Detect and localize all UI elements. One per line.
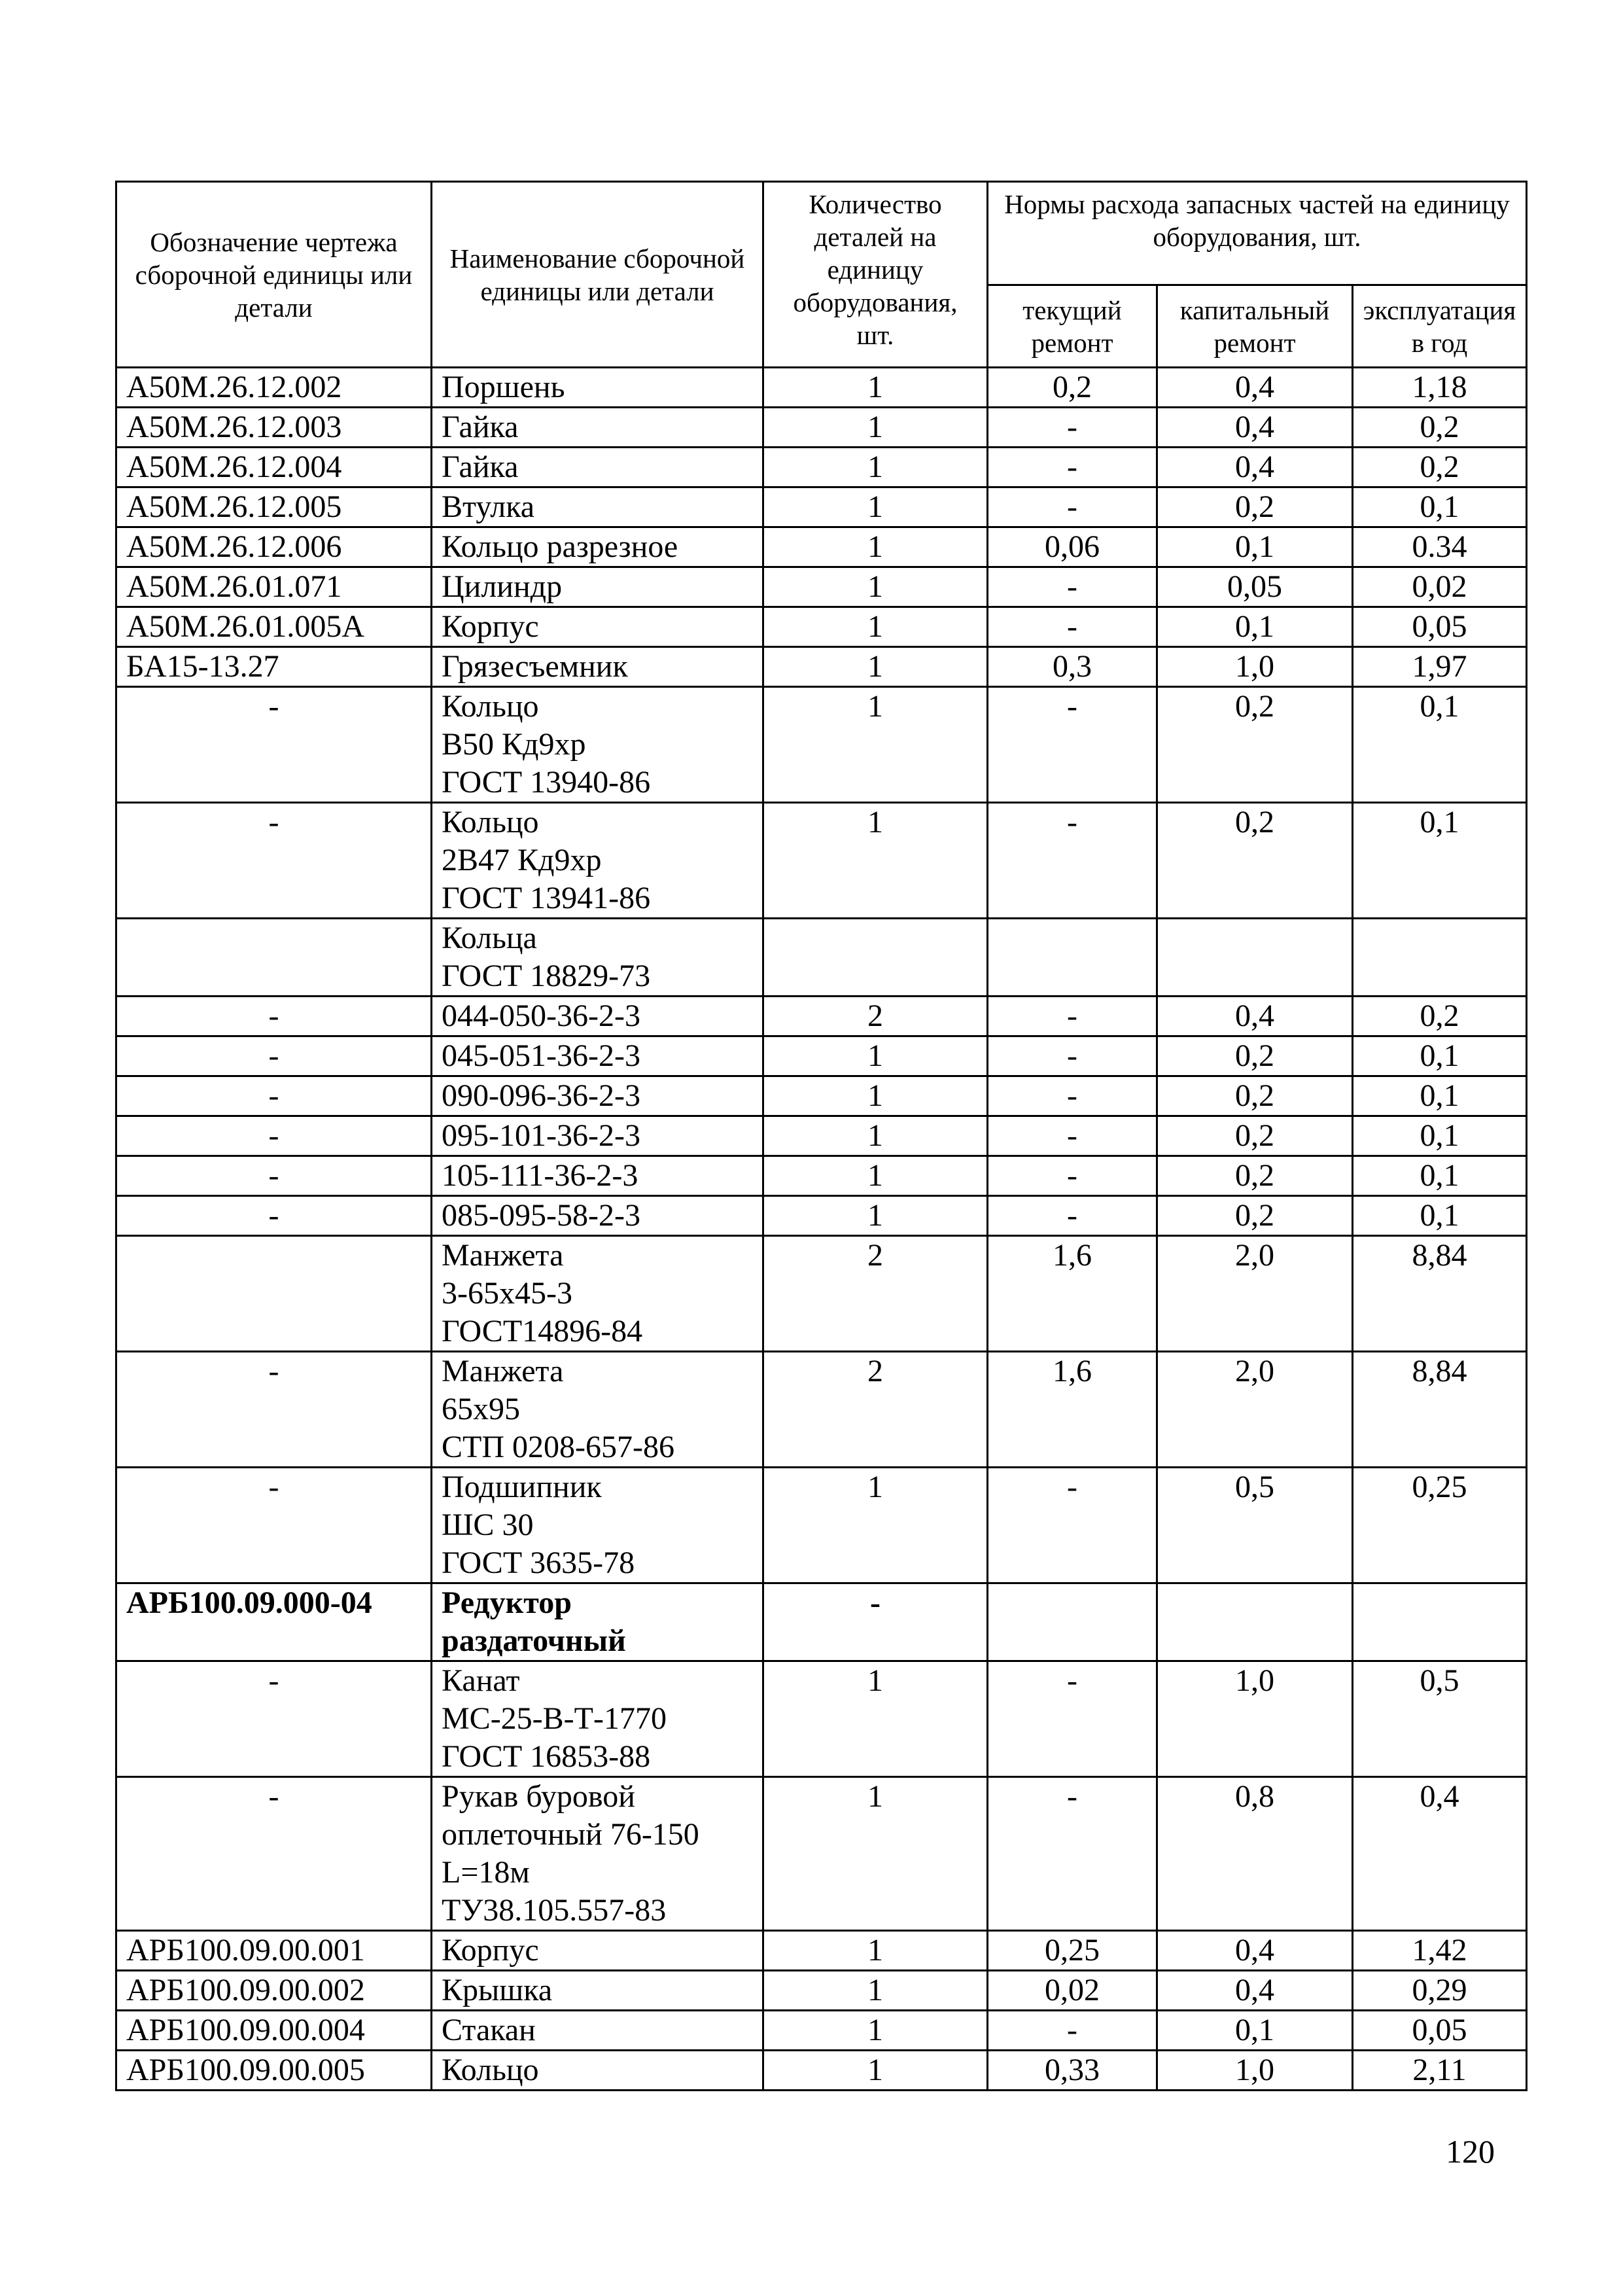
- name-cell: 090-096-36-2-3: [432, 1076, 763, 1116]
- operation-per-year-cell: 8,84: [1353, 1352, 1527, 1468]
- capital-repair-cell: 0,1: [1157, 527, 1353, 567]
- name-cell: 085-095-58-2-3: [432, 1196, 763, 1236]
- table-row: [116, 1116, 1527, 1156]
- table-row: [116, 997, 1527, 1036]
- designation-cell: А50М.26.12.002: [116, 368, 432, 408]
- name-cell: Манжета 65х95 СТП 0208-657-86: [432, 1352, 763, 1468]
- current-repair-cell: -: [988, 1196, 1157, 1236]
- quantity-cell: 1: [763, 1116, 988, 1156]
- capital-repair-cell: 0,2: [1157, 1196, 1353, 1236]
- designation-cell: -: [116, 803, 432, 919]
- table-row: [116, 408, 1527, 448]
- quantity-cell: 1: [763, 2011, 988, 2051]
- table-row: [116, 1971, 1527, 2011]
- quantity-cell: 1: [763, 2051, 988, 2091]
- table-row: [116, 1468, 1527, 1583]
- designation-cell: АРБ100.09.00.001: [116, 1931, 432, 1971]
- table-row: [116, 368, 1527, 408]
- name-cell: Рукав буровой оплеточный 76-150 L=18м ТУ38.105.557-83: [432, 1777, 763, 1931]
- operation-per-year-cell: 1,42: [1353, 1931, 1527, 1971]
- capital-repair-cell: 1,0: [1157, 2051, 1353, 2091]
- name-cell: Гайка: [432, 448, 763, 487]
- header-quantity: Количество деталей на единицу оборудования, шт.: [763, 182, 988, 368]
- current-repair-cell: 0,25: [988, 1931, 1157, 1971]
- table-row: [116, 647, 1527, 687]
- current-repair-cell: -: [988, 408, 1157, 448]
- name-cell: Гайка: [432, 408, 763, 448]
- capital-repair-cell: 0,1: [1157, 607, 1353, 647]
- quantity-cell: 2: [763, 1352, 988, 1468]
- capital-repair-cell: 0,4: [1157, 997, 1353, 1036]
- capital-repair-cell: 0,2: [1157, 1156, 1353, 1196]
- capital-repair-cell: 2,0: [1157, 1352, 1353, 1468]
- quantity-cell: 1: [763, 1777, 988, 1931]
- quantity-cell: 1: [763, 567, 988, 607]
- designation-cell: А50М.26.12.005: [116, 487, 432, 527]
- operation-per-year-cell: 0,1: [1353, 1196, 1527, 1236]
- current-repair-cell: 0,2: [988, 368, 1157, 408]
- capital-repair-cell: 0,2: [1157, 1036, 1353, 1076]
- header-norms: Нормы расхода запасных частей на единицу оборудования, шт.: [988, 182, 1527, 285]
- designation-cell: -: [116, 687, 432, 803]
- header-current-repair: текущий ремонт: [988, 285, 1157, 368]
- name-cell: Крышка: [432, 1971, 763, 2011]
- operation-per-year-cell: 2,11: [1353, 2051, 1527, 2091]
- designation-cell: АРБ100.09.00.004: [116, 2011, 432, 2051]
- quantity-cell: 1: [763, 647, 988, 687]
- current-repair-cell: [988, 1583, 1157, 1661]
- operation-per-year-cell: 1,18: [1353, 368, 1527, 408]
- name-cell: Втулка: [432, 487, 763, 527]
- current-repair-cell: -: [988, 1156, 1157, 1196]
- operation-per-year-cell: 0,05: [1353, 607, 1527, 647]
- name-cell: Кольцо разрезное: [432, 527, 763, 567]
- table-row: [116, 2051, 1527, 2091]
- quantity-cell: 1: [763, 1196, 988, 1236]
- operation-per-year-cell: 0,1: [1353, 1036, 1527, 1076]
- header-designation: Обозначение чертежа сборочной единицы или детали: [116, 182, 432, 368]
- quantity-cell: 1: [763, 607, 988, 647]
- current-repair-cell: 0,3: [988, 647, 1157, 687]
- current-repair-cell: -: [988, 1116, 1157, 1156]
- quantity-cell: 1: [763, 687, 988, 803]
- operation-per-year-cell: 0,2: [1353, 997, 1527, 1036]
- capital-repair-cell: 0,4: [1157, 1931, 1353, 1971]
- quantity-cell: 1: [763, 1971, 988, 2011]
- capital-repair-cell: 0,2: [1157, 687, 1353, 803]
- capital-repair-cell: 0,5: [1157, 1468, 1353, 1583]
- spare-parts-norms-table: [115, 181, 1527, 2091]
- capital-repair-cell: 0,4: [1157, 448, 1353, 487]
- capital-repair-cell: 0,4: [1157, 368, 1353, 408]
- table-row: [116, 567, 1527, 607]
- designation-cell: -: [116, 1116, 432, 1156]
- capital-repair-cell: [1157, 1583, 1353, 1661]
- current-repair-cell: -: [988, 1661, 1157, 1777]
- current-repair-cell: -: [988, 1076, 1157, 1116]
- name-cell: Корпус: [432, 1931, 763, 1971]
- quantity-cell: 1: [763, 368, 988, 408]
- operation-per-year-cell: 0,1: [1353, 1156, 1527, 1196]
- name-cell: 045-051-36-2-3: [432, 1036, 763, 1076]
- designation-cell: А50М.26.12.006: [116, 527, 432, 567]
- current-repair-cell: -: [988, 1777, 1157, 1931]
- designation-cell: -: [116, 1156, 432, 1196]
- operation-per-year-cell: 0,1: [1353, 803, 1527, 919]
- capital-repair-cell: 0,05: [1157, 567, 1353, 607]
- designation-cell: -: [116, 1036, 432, 1076]
- table-row: [116, 1076, 1527, 1116]
- designation-cell: [116, 1236, 432, 1352]
- table-row: [116, 919, 1527, 997]
- capital-repair-cell: 0,2: [1157, 803, 1353, 919]
- quantity-cell: 2: [763, 997, 988, 1036]
- table-body: [116, 368, 1527, 2091]
- current-repair-cell: 1,6: [988, 1352, 1157, 1468]
- quantity-cell: 1: [763, 1931, 988, 1971]
- capital-repair-cell: 0,4: [1157, 408, 1353, 448]
- operation-per-year-cell: 0,5: [1353, 1661, 1527, 1777]
- operation-per-year-cell: [1353, 919, 1527, 997]
- table-row: [116, 1583, 1527, 1661]
- operation-per-year-cell: 0,4: [1353, 1777, 1527, 1931]
- header-capital-repair: капитальный ремонт: [1157, 285, 1353, 368]
- quantity-cell: 1: [763, 803, 988, 919]
- name-cell: 105-111-36-2-3: [432, 1156, 763, 1196]
- operation-per-year-cell: 0,2: [1353, 448, 1527, 487]
- current-repair-cell: 0,02: [988, 1971, 1157, 2011]
- designation-cell: -: [116, 1468, 432, 1583]
- quantity-cell: 1: [763, 1468, 988, 1583]
- capital-repair-cell: 1,0: [1157, 1661, 1353, 1777]
- table-row: [116, 2011, 1527, 2051]
- operation-per-year-cell: 0,1: [1353, 1116, 1527, 1156]
- name-cell: 095-101-36-2-3: [432, 1116, 763, 1156]
- name-cell: Грязесъемник: [432, 647, 763, 687]
- table-row: [116, 448, 1527, 487]
- current-repair-cell: 1,6: [988, 1236, 1157, 1352]
- capital-repair-cell: 2,0: [1157, 1236, 1353, 1352]
- designation-cell: АРБ100.09.000-04: [116, 1583, 432, 1661]
- quantity-cell: 1: [763, 1156, 988, 1196]
- name-cell: Цилиндр: [432, 567, 763, 607]
- designation-cell: -: [116, 1352, 432, 1468]
- table-row: [116, 1661, 1527, 1777]
- name-cell: Кольцо В50 Кд9хр ГОСТ 13940-86: [432, 687, 763, 803]
- capital-repair-cell: 1,0: [1157, 647, 1353, 687]
- operation-per-year-cell: [1353, 1583, 1527, 1661]
- designation-cell: -: [116, 997, 432, 1036]
- operation-per-year-cell: 0,1: [1353, 1076, 1527, 1116]
- designation-cell: -: [116, 1777, 432, 1931]
- name-cell: Стакан: [432, 2011, 763, 2051]
- current-repair-cell: -: [988, 487, 1157, 527]
- table-row: [116, 687, 1527, 803]
- quantity-cell: 1: [763, 448, 988, 487]
- current-repair-cell: -: [988, 607, 1157, 647]
- designation-cell: А50М.26.01.071: [116, 567, 432, 607]
- table-row: [116, 1777, 1527, 1931]
- current-repair-cell: [988, 919, 1157, 997]
- table-row: [116, 607, 1527, 647]
- operation-per-year-cell: 0,29: [1353, 1971, 1527, 2011]
- current-repair-cell: -: [988, 448, 1157, 487]
- capital-repair-cell: [1157, 919, 1353, 997]
- quantity-cell: 1: [763, 1661, 988, 1777]
- quantity-cell: -: [763, 1583, 988, 1661]
- designation-cell: АРБ100.09.00.005: [116, 2051, 432, 2091]
- operation-per-year-cell: 0.34: [1353, 527, 1527, 567]
- name-cell: Подшипник ШС 30 ГОСТ 3635-78: [432, 1468, 763, 1583]
- designation-cell: [116, 919, 432, 997]
- table-row: [116, 803, 1527, 919]
- quantity-cell: 1: [763, 1076, 988, 1116]
- name-cell: Манжета 3-65х45-3 ГОСТ14896-84: [432, 1236, 763, 1352]
- capital-repair-cell: 0,1: [1157, 2011, 1353, 2051]
- operation-per-year-cell: 0,1: [1353, 487, 1527, 527]
- table-row: [116, 1236, 1527, 1352]
- table-row: [116, 527, 1527, 567]
- designation-cell: А50М.26.12.004: [116, 448, 432, 487]
- name-cell: 044-050-36-2-3: [432, 997, 763, 1036]
- table-row: [116, 1352, 1527, 1468]
- current-repair-cell: -: [988, 567, 1157, 607]
- name-cell: Корпус: [432, 607, 763, 647]
- table-row: [116, 1196, 1527, 1236]
- capital-repair-cell: 0,2: [1157, 487, 1353, 527]
- operation-per-year-cell: 1,97: [1353, 647, 1527, 687]
- page-number: 120: [1446, 2133, 1495, 2170]
- designation-cell: -: [116, 1076, 432, 1116]
- table-row: [116, 1036, 1527, 1076]
- capital-repair-cell: 0,4: [1157, 1971, 1353, 2011]
- current-repair-cell: 0,06: [988, 527, 1157, 567]
- name-cell: Кольцо: [432, 2051, 763, 2091]
- capital-repair-cell: 0,8: [1157, 1777, 1353, 1931]
- current-repair-cell: -: [988, 803, 1157, 919]
- operation-per-year-cell: 0,1: [1353, 687, 1527, 803]
- header-name: Наименование сборочной единицы или детали: [432, 182, 763, 368]
- current-repair-cell: 0,33: [988, 2051, 1157, 2091]
- designation-cell: -: [116, 1196, 432, 1236]
- table-header: [116, 182, 1527, 368]
- capital-repair-cell: 0,2: [1157, 1076, 1353, 1116]
- current-repair-cell: -: [988, 687, 1157, 803]
- quantity-cell: 1: [763, 1036, 988, 1076]
- table-row: [116, 487, 1527, 527]
- quantity-cell: 1: [763, 527, 988, 567]
- operation-per-year-cell: 8,84: [1353, 1236, 1527, 1352]
- designation-cell: -: [116, 1661, 432, 1777]
- name-cell: Кольца ГОСТ 18829-73: [432, 919, 763, 997]
- designation-cell: А50М.26.12.003: [116, 408, 432, 448]
- designation-cell: БА15-13.27: [116, 647, 432, 687]
- current-repair-cell: -: [988, 2011, 1157, 2051]
- current-repair-cell: -: [988, 1468, 1157, 1583]
- designation-cell: АРБ100.09.00.002: [116, 1971, 432, 2011]
- operation-per-year-cell: 0,02: [1353, 567, 1527, 607]
- capital-repair-cell: 0,2: [1157, 1116, 1353, 1156]
- quantity-cell: 1: [763, 408, 988, 448]
- quantity-cell: 2: [763, 1236, 988, 1352]
- name-cell: Кольцо 2В47 Кд9хр ГОСТ 13941-86: [432, 803, 763, 919]
- current-repair-cell: -: [988, 997, 1157, 1036]
- name-cell: Редуктор раздаточный: [432, 1583, 763, 1661]
- quantity-cell: [763, 919, 988, 997]
- name-cell: Поршень: [432, 368, 763, 408]
- operation-per-year-cell: 0,2: [1353, 408, 1527, 448]
- name-cell: Канат МС-25-В-Т-1770 ГОСТ 16853-88: [432, 1661, 763, 1777]
- table-row: [116, 1931, 1527, 1971]
- designation-cell: А50М.26.01.005А: [116, 607, 432, 647]
- quantity-cell: 1: [763, 487, 988, 527]
- operation-per-year-cell: 0,05: [1353, 2011, 1527, 2051]
- current-repair-cell: -: [988, 1036, 1157, 1076]
- header-operation-per-year: эксплуатация в год: [1353, 285, 1527, 368]
- table-row: [116, 1156, 1527, 1196]
- operation-per-year-cell: 0,25: [1353, 1468, 1527, 1583]
